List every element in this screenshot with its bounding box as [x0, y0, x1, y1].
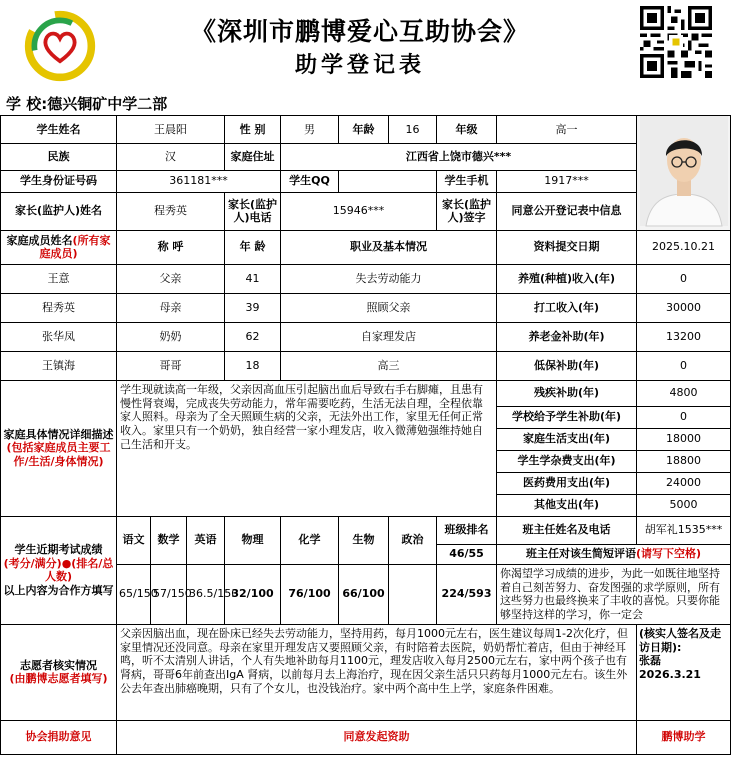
form-header [0, 0, 730, 92]
member-job[interactable]: 自家理发店 [281, 322, 497, 351]
finance-label: 学校给予学生补助(年) [497, 406, 637, 428]
finance-label: 打工收入(年) [497, 293, 637, 322]
school-field [6, 93, 167, 114]
finance-label: 养老金补助(年) [497, 322, 637, 351]
subject-score[interactable]: 57/150 [151, 564, 187, 624]
finance-label: 残疾补助(年) [497, 380, 637, 406]
subject-header: 物理 [225, 516, 281, 564]
finance-value[interactable]: 0 [637, 406, 731, 428]
submit-date-value[interactable]: 2025.10.21 [637, 230, 731, 264]
association-title: 《深圳市鹏博爱心互助协会》 [190, 17, 529, 46]
finance-label: 学生学杂费支出(年) [497, 450, 637, 472]
subject-score[interactable]: 65/150 [117, 564, 151, 624]
finance-value[interactable]: 5000 [637, 494, 731, 516]
teacher-value[interactable]: 胡军礼1535*** [637, 516, 731, 544]
subject-score[interactable]: 76/100 [281, 564, 339, 624]
member-relation[interactable]: 奶奶 [117, 322, 225, 351]
guardian-phone-label: 家长(监护人)电话 [225, 192, 281, 230]
association-logo-icon [22, 6, 98, 86]
registration-table [0, 115, 731, 755]
member-relation[interactable]: 母亲 [117, 293, 225, 322]
member-age-header: 年 龄 [225, 230, 281, 264]
volunteer-label-main: 志愿者核实情况 [20, 658, 97, 672]
gender-label: 性 别 [225, 116, 281, 144]
comment-hint: (请写下空格) [636, 547, 702, 561]
family-members-label-note: (所有家庭成员) [39, 233, 111, 261]
teacher-comment[interactable]: 你渴望学习成绩的进步，为此一如既往地坚持着自己刻苦努力、奋发图强的求学原则，所有这些努力也最终换来了丰收的喜悦。只要你能够坚持这样的学习，你一定会 [497, 564, 731, 624]
finance-label: 其他支出(年) [497, 494, 637, 516]
member-relation[interactable]: 父亲 [117, 264, 225, 293]
rank-header: 班级排名 [437, 516, 497, 544]
member-job[interactable]: 照顾父亲 [281, 293, 497, 322]
qr-code-icon [640, 6, 712, 78]
finance-label: 养殖(种植)收入(年) [497, 264, 637, 293]
member-age[interactable]: 18 [225, 351, 281, 380]
student-phone-label: 学生手机 [437, 170, 497, 192]
subject-header: 数学 [151, 516, 187, 564]
student-name-label: 学生姓名 [1, 116, 117, 144]
finance-label: 医药费用支出(年) [497, 472, 637, 494]
age-value[interactable]: 16 [389, 116, 437, 144]
address-label: 家庭住址 [225, 144, 281, 170]
subject-score[interactable]: 36.5/150 [187, 564, 225, 624]
school-name: 德兴铜矿中学二部 [47, 95, 168, 113]
finance-value[interactable]: 0 [637, 264, 731, 293]
finance-value[interactable]: 18000 [637, 428, 731, 450]
student-photo [637, 116, 731, 231]
subject-header: 语文 [117, 516, 151, 564]
grade-rank-value[interactable]: 224/593 [437, 564, 497, 624]
finance-value[interactable]: 0 [637, 351, 731, 380]
volunteer-signer[interactable]: 张磊 [639, 654, 662, 668]
member-relation[interactable]: 哥哥 [117, 351, 225, 380]
donation-opinion-label: 协会捐助意见 [1, 720, 117, 754]
subject-score[interactable]: 66/100 [339, 564, 389, 624]
grade-label: 年级 [437, 116, 497, 144]
finance-label: 家庭生活支出(年) [497, 428, 637, 450]
class-rank-value[interactable]: 46/55 [437, 544, 497, 564]
member-age[interactable]: 41 [225, 264, 281, 293]
id-number-value[interactable]: 361181*** [117, 170, 281, 192]
student-name-value[interactable]: 王晨阳 [117, 116, 225, 144]
finance-value[interactable]: 30000 [637, 293, 731, 322]
guardian-phone-value[interactable]: 15946*** [281, 192, 437, 230]
situation-label [1, 380, 117, 516]
address-value[interactable]: 江西省上饶市德兴*** [281, 144, 637, 170]
subject-score[interactable] [389, 564, 437, 624]
exam-label-note: (考分/满分)●(排名/总人数) [3, 556, 114, 584]
student-phone-value[interactable]: 1917*** [497, 170, 637, 192]
subject-header: 化学 [281, 516, 339, 564]
member-age[interactable]: 62 [225, 322, 281, 351]
subject-header: 英语 [187, 516, 225, 564]
finance-value[interactable]: 18800 [637, 450, 731, 472]
finance-value[interactable]: 24000 [637, 472, 731, 494]
guardian-name-label: 家长(监护人)姓名 [1, 192, 117, 230]
member-job[interactable]: 高三 [281, 351, 497, 380]
member-name[interactable]: 王意 [1, 264, 117, 293]
exam-label [1, 516, 117, 624]
job-header: 职业及基本情况 [281, 230, 497, 264]
finance-value[interactable]: 4800 [637, 380, 731, 406]
school-label: 学 校: [6, 95, 48, 113]
family-members-label [1, 230, 117, 264]
subject-header: 政治 [389, 516, 437, 564]
guardian-sign-label: 家长(监护人)签字 [437, 192, 497, 230]
qq-value[interactable] [339, 170, 437, 192]
age-label: 年龄 [339, 116, 389, 144]
family-members-label-main: 家庭成员姓名 [6, 233, 73, 247]
submit-date-label: 资料提交日期 [497, 230, 637, 264]
student-portrait-icon [640, 116, 728, 226]
form-title: 助学登记表 [294, 52, 425, 78]
brand-label: 鹏博助学 [637, 720, 731, 754]
exam-label-main: 学生近期考试成绩 [14, 542, 103, 556]
grade-value[interactable]: 高一 [497, 116, 637, 144]
consent-text: 同意公开登记表中信息 [497, 192, 637, 230]
teacher-label: 班主任姓名及电话 [497, 516, 637, 544]
finance-value[interactable]: 13200 [637, 322, 731, 351]
volunteer-signature [637, 624, 731, 720]
situation-label-note: (包括家庭成员主要工作/生活/身体情况) [6, 441, 111, 469]
finance-label: 低保补助(年) [497, 351, 637, 380]
subject-header: 生物 [339, 516, 389, 564]
ethnicity-label: 民族 [1, 144, 117, 170]
volunteer-label [1, 624, 117, 720]
ethnicity-value[interactable]: 汉 [117, 144, 225, 170]
exam-label-tail: 以上内容为合作方填写 [3, 584, 114, 597]
donation-opinion[interactable]: 同意发起资助 [117, 720, 637, 754]
comment-label [497, 544, 731, 564]
member-name[interactable]: 张华凤 [1, 322, 117, 351]
member-job[interactable]: 失去劳动能力 [281, 264, 497, 293]
id-number-label: 学生身份证号码 [1, 170, 117, 192]
volunteer-visit-date[interactable]: 2026.3.21 [639, 668, 701, 681]
member-age[interactable]: 39 [225, 293, 281, 322]
volunteer-sign-label: (核实人签名及走访日期): [639, 626, 722, 654]
member-name[interactable]: 程秀英 [1, 293, 117, 322]
situation-label-main: 家庭具体情况详细描述 [3, 427, 114, 441]
member-name[interactable]: 王镇海 [1, 351, 117, 380]
volunteer-report[interactable]: 父亲因脑出血，现在卧床已经失去劳动能力，坚持用药，每月1000元左右，医生建议每周1-2次化疗，但家里情况还没同意。母亲在家里开理发店又要照顾父亲，有时陪着去医院，奶奶帮忙着店，但由于神经耳鸣，听不太清别人讲话，个人有失地补助每月1100元，理发店收入每月2500元左右，家中两个孩子也有肾病，哥哥6年前查出IgA 肾病，以前每月去上海治疗，现在因父亲生活只只药每月1000元左右。该生外公去年查出肺癌晚期，只有了个女儿，也没钱治疗。家中两个高中生上学，家庭条件困难。 [117, 624, 637, 720]
guardian-name-value[interactable]: 程秀英 [117, 192, 225, 230]
volunteer-label-note: (由鹏博志愿者填写) [9, 672, 108, 686]
comment-label-main: 班主任对该生简短评语 [526, 547, 636, 561]
qq-label: 学生QQ [281, 170, 339, 192]
gender-value[interactable]: 男 [281, 116, 339, 144]
subject-score[interactable]: 32/100 [225, 564, 281, 624]
relation-header: 称 呼 [117, 230, 225, 264]
situation-description[interactable]: 学生现就读高一年级，父亲因高血压引起脑出血后导致右手右脚瘫，且患有慢性肾衰竭，完成丧失劳动能力，常年需要吃药，生活无法自理，全程依靠家人照料。母亲为了全天照顾生病的父亲，无法外出工作，家里无任何正常收入。家里只有一个奶奶，独自经营一家小理发店，收入微薄勉强维持她自己生活和开支。 [117, 380, 497, 516]
